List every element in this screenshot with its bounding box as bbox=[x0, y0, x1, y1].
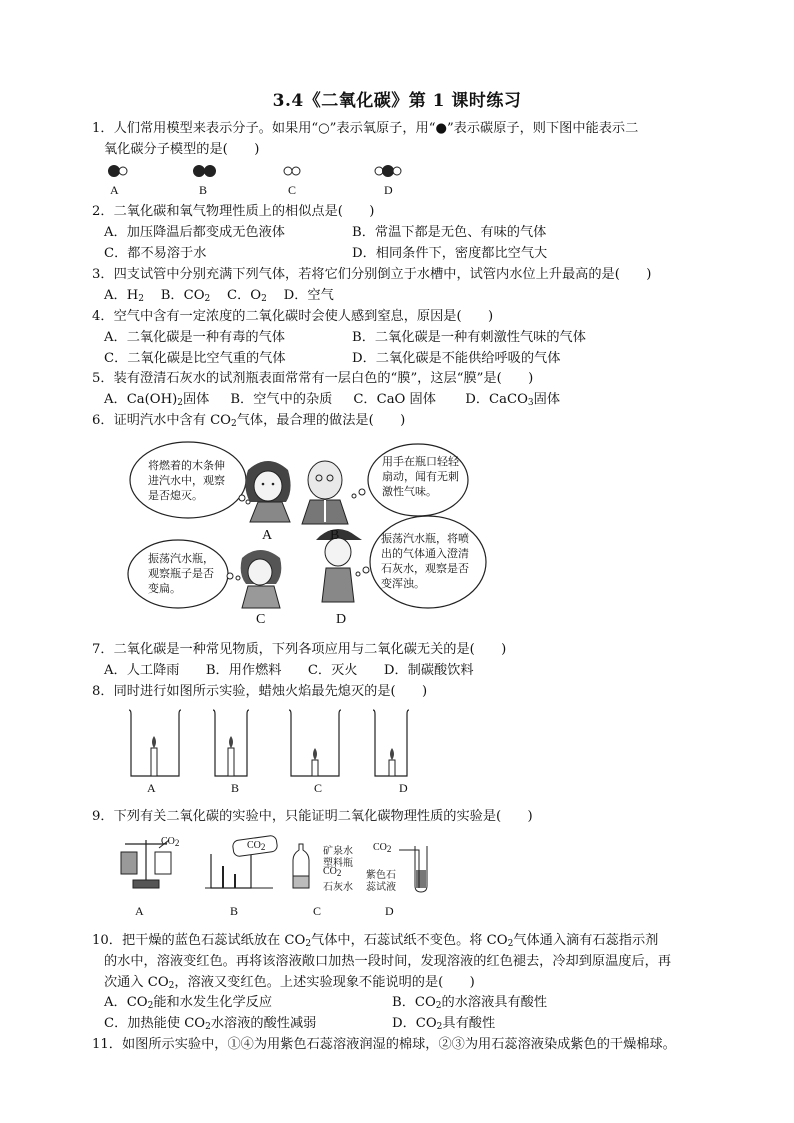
q3-stem: 3．四支试管中分别充满下列气体，若将它们分别倒立于水槽中，试管内水位上升最高的是( ) bbox=[92, 267, 652, 282]
q10-stem-line2: 的水中，溶液变红色。再将该溶液敞口加热一段时间，发现溶液的红色褪去，冷却到原温度后，再 bbox=[104, 954, 672, 969]
q1-label-b: B bbox=[199, 183, 208, 197]
q1-stem-line2: 氧化碳分子模型的是( ) bbox=[104, 142, 260, 157]
q2-option-a: A．加压降温后都变成无色液体 bbox=[104, 225, 285, 240]
q9-label-c: C bbox=[313, 904, 322, 918]
q6-label-c: C bbox=[256, 612, 266, 627]
person-c-woman bbox=[241, 550, 282, 608]
q2-option-c: C．都不易溶于水 bbox=[104, 246, 207, 261]
q9-label-d: D bbox=[385, 904, 394, 918]
q7-stem: 7．二氧化碳是一种常见物质，下列各项应用与二氧化碳无关的是( ) bbox=[92, 642, 507, 657]
beaker-d bbox=[373, 710, 409, 776]
q3-options: A．$H_2$ B．$CO_2$ C．$O_2$ D．空气 bbox=[104, 288, 334, 304]
bubble-d-text: 振荡汽水瓶，将喷出的气体通入澄清石灰水，观察是否变浑浊。 bbox=[381, 532, 469, 590]
q3-option-b: B．CO bbox=[160, 288, 205, 303]
q6-label-d: D bbox=[336, 612, 347, 627]
q10-stem-line3: 次通入 $CO_2$，溶液又变红色。上述实验现象不能说明的是( ) bbox=[104, 975, 475, 991]
q6-label-a: A bbox=[262, 528, 273, 543]
q5-option-c: C．CaO 固体 bbox=[353, 392, 436, 407]
bubble-c-text: 振荡汽水瓶，观察瓶子是否变扁。 bbox=[148, 552, 214, 595]
q4-option-a: A．二氧化碳是一种有毒的气体 bbox=[104, 330, 285, 345]
q1-label-c: C bbox=[288, 183, 297, 197]
q8-beaker-figure bbox=[125, 708, 425, 780]
q10-option-b: B．$CO_2$的水溶液具有酸性 bbox=[392, 995, 548, 1011]
q3-option-c: C．O bbox=[227, 288, 262, 303]
q5-stem: 5．装有澄清石灰水的试剂瓶表面常常有一层白色的“膜”，这层“膜”是( ) bbox=[92, 371, 534, 386]
person-b-man bbox=[302, 461, 348, 524]
q2-option-d: D．相同条件下，密度都比空气大 bbox=[352, 246, 548, 261]
q3-option-d: D．空气 bbox=[283, 288, 334, 303]
q4-option-b: B．二氧化碳是一种有刺激性气味的气体 bbox=[352, 330, 586, 345]
q8-label-a: A bbox=[147, 781, 156, 795]
person-a-girl bbox=[245, 461, 290, 522]
q9-d-co2: CO2 bbox=[373, 842, 392, 854]
q10-stem-line1: 10．把干燥的蓝色石蕊试纸放在 $CO_2$气体中，石蕊试纸不变色。将 $CO_2$气体通入滴有石蕊指示剂 bbox=[92, 933, 659, 949]
q6-stem: 6．证明汽水中含有 $CO_2$气体，最合理的做法是( ) bbox=[92, 413, 406, 429]
q10-option-c: C．加热能使 $CO_2$水溶液的酸性减弱 bbox=[104, 1016, 317, 1032]
q1-stem-line1: 1．人们常用模型来表示分子。如果用“○”表示氧原子，用“●”表示碳原子，则下图中能表示二 bbox=[92, 121, 639, 136]
q9-d-litmus1: 紫色石 bbox=[366, 870, 396, 881]
bubble-b-text: 用手在瓶口轻轻扇动，闻有无刺激性气味。 bbox=[382, 455, 459, 498]
beaker-c bbox=[289, 710, 341, 776]
q11-stem-line1: 11．如图所示实验中，①④为用紫色石蕊溶液润湿的棉球，②③为用石蕊溶液染成紫色的干燥棉球。 bbox=[92, 1037, 676, 1052]
q5-option-a: A．Ca(OH) bbox=[104, 392, 178, 407]
q9-c-co2: CO2 bbox=[323, 866, 342, 878]
q9-a-co2-label: CO2 bbox=[161, 836, 180, 848]
model-d bbox=[375, 166, 401, 177]
q6-label-b: B bbox=[330, 528, 340, 543]
q9-c-limewater: 石灰水 bbox=[323, 882, 353, 893]
q1-molecule-models bbox=[100, 160, 420, 182]
beaker-a bbox=[129, 710, 181, 776]
q8-stem: 8．同时进行如图所示实验，蜡烛火焰最先熄灭的是( ) bbox=[92, 684, 428, 699]
q4-stem: 4．空气中含有一定浓度的二氧化碳时会使人感到窒息，原因是( ) bbox=[92, 309, 494, 324]
q8-label-d: D bbox=[399, 781, 408, 795]
q1-label-d: D bbox=[384, 183, 393, 197]
q9-stem: 9．下列有关二氧化碳的实验中，只能证明二氧化碳物理性质的实验是( ) bbox=[92, 809, 533, 824]
q10-option-a: A．$CO_2$能和水发生化学反应 bbox=[104, 995, 273, 1011]
q9-b-co2-label: CO2 bbox=[247, 840, 266, 852]
bubble-a-text: 将燃着的木条伸进汽水中，观察是否熄灭。 bbox=[148, 459, 225, 502]
q2-stem: 2．二氧化碳和氧气物理性质上的相似点是( ) bbox=[92, 204, 375, 219]
q5-options: A．$Ca(OH)_2$固体 B．空气中的杂质 C．CaO 固体 D．CaCO$_3$固体 bbox=[104, 392, 561, 408]
q9-label-b: B bbox=[230, 904, 239, 918]
model-c bbox=[284, 167, 300, 175]
q1-label-a: A bbox=[110, 183, 119, 197]
q8-label-b: B bbox=[231, 781, 240, 795]
apparatus-b-beaker bbox=[205, 835, 278, 888]
apparatus-c-bottle bbox=[293, 844, 309, 888]
q9-c-mineral-water: 矿泉水 bbox=[323, 846, 353, 857]
q9-c-plastic-bottle: 塑料瓶 bbox=[323, 858, 353, 869]
q8-label-c: C bbox=[314, 781, 323, 795]
q4-option-d: D．二氧化碳是不能供给呼吸的气体 bbox=[352, 351, 561, 366]
page-title: 3.4《二氧化碳》第 1 课时练习 bbox=[272, 91, 522, 111]
q2-option-b: B．常温下都是无色、有味的气体 bbox=[352, 225, 547, 240]
q5-option-d: D．CaCO bbox=[465, 392, 528, 407]
q9-label-a: A bbox=[135, 904, 144, 918]
q10-option-d: D．$CO_2$具有酸性 bbox=[392, 1016, 496, 1032]
model-a bbox=[109, 166, 128, 177]
model-b bbox=[194, 166, 216, 177]
q4-option-c: C．二氧化碳是比空气重的气体 bbox=[104, 351, 286, 366]
q3-option-a: A．H bbox=[104, 288, 139, 303]
q5-option-b: B．空气中的杂质 bbox=[230, 392, 333, 407]
q9-d-litmus2: 蕊试液 bbox=[366, 882, 396, 893]
q7-options: A．人工降雨 B．用作燃料 C．灭火 D．制碳酸饮料 bbox=[104, 663, 474, 678]
beaker-b bbox=[213, 710, 249, 776]
apparatus-d-testtube bbox=[399, 846, 427, 892]
